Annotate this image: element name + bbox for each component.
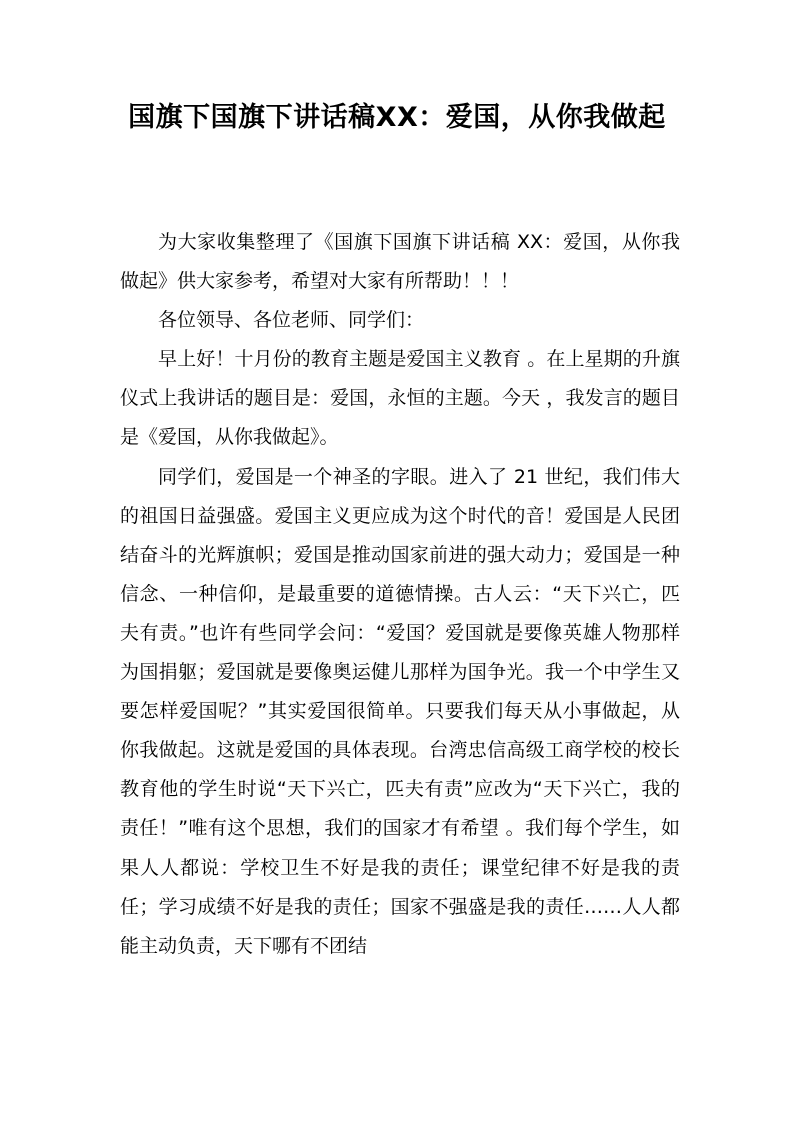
greeting-paragraph: 早上好！十月份的教育主题是爱国主义教育 。在上星期的升旗仪式上我讲话的题目是：爱国，永恒的主题。今天 ，我发言的题目是《爱国，从你我做起》。 <box>120 348 680 449</box>
main-paragraph: 同学们，爱国是一个神圣的字眼。进入了 21 世纪，我们伟大的祖国日益强盛。爱国主义更应成为这个时代的音！爱国是人民团结奋斗的光辉旗帜；爱国是推动国家前进的强大动力；爱国是一种信念、一种信仰，是最重要的道德情操。古人云：“天下兴亡，匹夫有责。”也许有些同学会问：“爱国？爱国就是要像英雄人物那样为国捐躯；爱国就是要像奥运健儿那样为国争光。我一个中学生又要怎样爱国呢？”其实爱国很简单。只要我们每天从小事做起，从你我做起。这就是爱国的具体表现。台湾忠信高级工商学校的校长教育他的学生时说“天下兴亡，匹夫有责”应改为“天下兴亡，我的责任！”唯有这个思想，我们的国家才有希望 。我们每个学生，如果人人都说：学校卫生不好是我的责任；课堂纪律不好是我的责任；学习成绩不好是我的责任；国家不强盛是我的责任……人人都能主动负责，天下哪有不团结 <box>120 465 680 957</box>
document-body <box>120 223 680 966</box>
intro-paragraph: 为大家收集整理了《国旗下国旗下讲话稿 XX：爱国，从你我做起》供大家参考，希望对大家有所帮助！！！ <box>120 231 680 293</box>
document-title: 国旗下国旗下讲话稿XX：爱国，从你我做起 <box>128 102 666 133</box>
salutation-paragraph: 各位领导、各位老师、同学们： <box>158 309 425 332</box>
